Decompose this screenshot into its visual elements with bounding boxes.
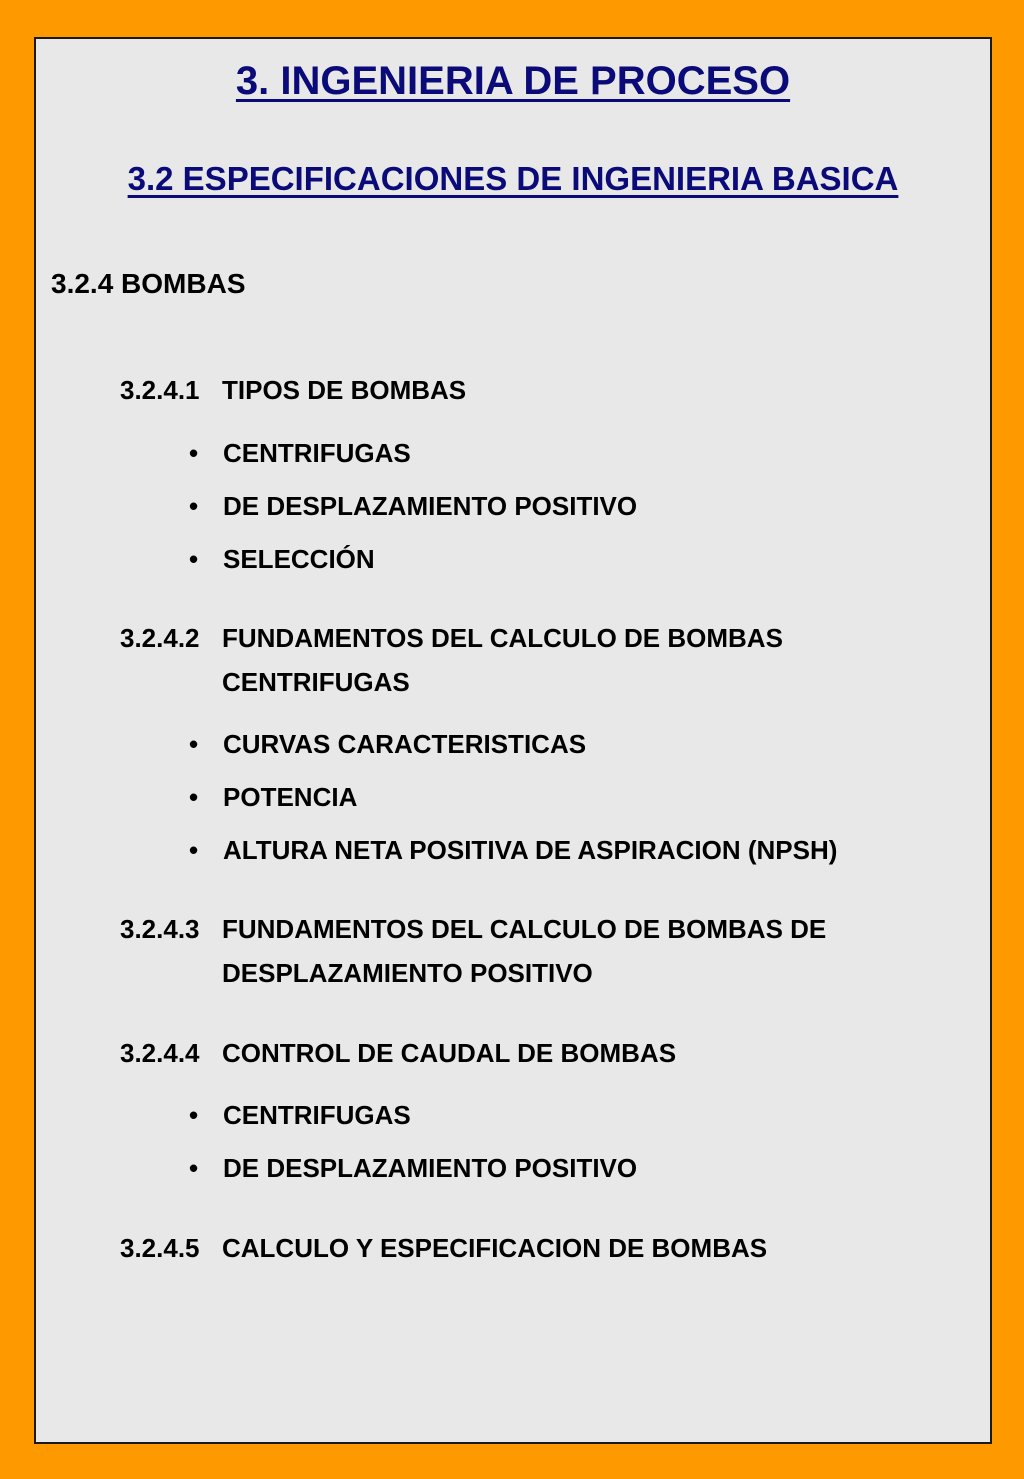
subsection-number: 3.2.4.4: [120, 1038, 200, 1068]
subsection-title: FUNDAMENTOS DEL CALCULO DE BOMBAS DE: [222, 914, 827, 944]
subsection-number: 3.2.4.2: [120, 623, 200, 653]
subsection-heading-3: [120, 907, 960, 995]
list-item: [186, 1150, 637, 1186]
subsection-heading-4: [120, 1031, 960, 1075]
slide-panel: [34, 37, 992, 1444]
subsection-heading-2: [120, 616, 960, 704]
bullet-icon: •: [189, 782, 199, 812]
subsection-title: CONTROL DE CAUDAL DE BOMBAS: [222, 1038, 677, 1068]
bullet-icon: •: [189, 438, 199, 468]
bullet-icon: •: [189, 544, 199, 574]
bullet-icon: •: [189, 1100, 199, 1130]
subsection-heading-5: [120, 1226, 960, 1270]
subsection-title: FUNDAMENTOS DEL CALCULO DE BOMBAS: [222, 623, 783, 653]
subsection-number: 3.2.4.1: [120, 375, 200, 405]
list-item: [186, 832, 837, 868]
list-item-label: CENTRIFUGAS: [223, 1100, 411, 1130]
subsection-title: CALCULO Y ESPECIFICACION DE BOMBAS: [222, 1233, 768, 1263]
list-item: [186, 541, 375, 577]
subsection-number: 3.2.4.5: [120, 1233, 200, 1263]
section-heading: 3.2.4 BOMBAS: [51, 268, 246, 299]
bullet-icon: •: [189, 835, 199, 865]
bullet-icon: •: [189, 1153, 199, 1183]
page-subtitle: 3.2 ESPECIFICACIONES DE INGENIERIA BASICA: [127, 160, 899, 197]
subsection-title: TIPOS DE BOMBAS: [222, 375, 467, 405]
list-item: [186, 779, 357, 815]
list-item-label: DE DESPLAZAMIENTO POSITIVO: [223, 1153, 638, 1183]
subsection-title-continued: DESPLAZAMIENTO POSITIVO: [222, 958, 593, 988]
list-item-label: ALTURA NETA POSITIVA DE ASPIRACION (NPSH): [223, 835, 838, 865]
list-item-label: CENTRIFUGAS: [223, 438, 411, 468]
bullet-icon: •: [189, 729, 199, 759]
list-item: [186, 488, 637, 524]
page-title: 3. INGENIERIA DE PROCESO: [235, 59, 791, 103]
bullet-icon: •: [189, 491, 199, 521]
list-item-label: SELECCIÓN: [223, 544, 375, 574]
list-item-label: CURVAS CARACTERISTICAS: [223, 729, 587, 759]
list-item-label: POTENCIA: [223, 782, 358, 812]
list-item: [186, 726, 586, 762]
list-item: [186, 1097, 411, 1133]
list-item: [186, 435, 411, 471]
list-item-label: DE DESPLAZAMIENTO POSITIVO: [223, 491, 638, 521]
subsection-heading-1: [120, 368, 960, 412]
subsection-number: 3.2.4.3: [120, 914, 200, 944]
subsection-title-continued: CENTRIFUGAS: [222, 667, 410, 697]
